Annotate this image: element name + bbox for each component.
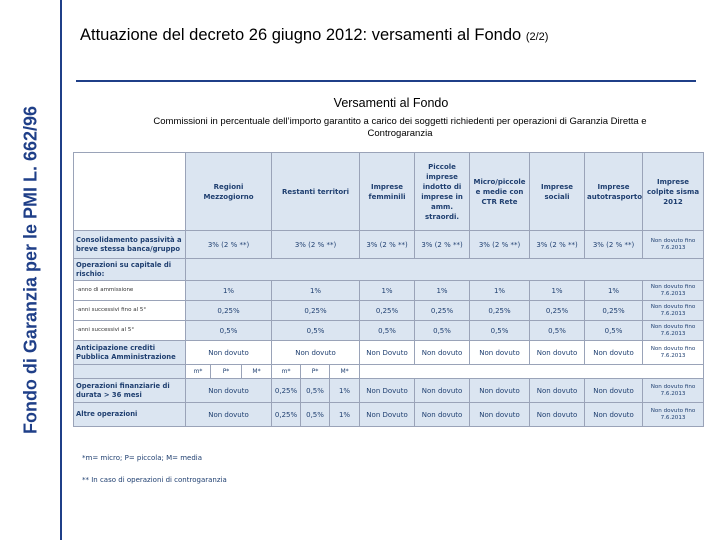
table-cell: 0,5% [186,321,272,341]
sidebar-title: Fondo di Garanzia per le PMI L. 662/96 [20,105,41,435]
table-cell: Non dovuto fino 7.6.2013 [643,341,704,365]
table-row [74,301,704,321]
table-cell: Non dovuto [585,403,643,427]
table-cell: 1% [272,281,360,301]
table-cell: 3% (2 % **) [415,231,470,259]
size-piccola: P* [301,365,330,379]
table-cell: 0,5% [530,321,585,341]
table-cell: 0,25% [470,301,530,321]
header-blank [74,153,186,231]
table-cell: Non Dovuto [360,403,415,427]
size-media: M* [242,365,272,379]
table-cell: Non dovuto [272,341,360,365]
row-label: Anticipazione crediti Pubblica Amministrazione [74,341,186,365]
table-row [74,259,704,281]
table-cell: 0,25% [272,301,360,321]
table-cell: 3% (2 % **) [530,231,585,259]
table-cell: 0,25% [272,379,301,403]
table-cell: Non dovuto [415,341,470,365]
table-cell: Non dovuto fino 7.6.2013 [643,321,704,341]
table-cell: 0,5% [360,321,415,341]
table-cell: 1% [330,379,360,403]
table-cell: 0,25% [585,301,643,321]
table-cell: 0,25% [530,301,585,321]
table-cell: 1% [470,281,530,301]
table-cell: Non dovuto [186,341,272,365]
size-micro: m* [186,365,211,379]
size-media: M* [330,365,360,379]
section-title: Versamenti al Fondo [333,96,449,110]
table-cell: Non dovuto [415,403,470,427]
table-cell: 0,25% [272,403,301,427]
page-title-text: Attuazione del decreto 26 giugno 2012: versamenti al Fondo [80,26,522,44]
table-row [74,379,704,403]
table-row [74,341,704,365]
row-label: Operazioni finanziarie di durata > 36 mesi [74,379,186,403]
row-label: Consolidamento passività a breve stessa banca/gruppo [74,231,186,259]
col-header: Piccole imprese indotto di imprese in amm. straordi. [415,153,470,231]
table-cell: Non dovuto [186,379,272,403]
table-cell: Non dovuto fino 7.6.2013 [643,301,704,321]
row-label: Altre operazioni [74,403,186,427]
size-piccola: P* [211,365,242,379]
footnote-sizes: *m= micro; P= piccola; M= media [82,454,203,462]
table-cell: 0,25% [360,301,415,321]
col-header: Imprese autotrasporto [585,153,643,231]
table-cell: Non dovuto fino 7.6.2013 [643,281,704,301]
sidebar [0,0,62,540]
table-cell: 0,25% [186,301,272,321]
table-cell: 3% (2 % **) [360,231,415,259]
table-cell: Non dovuto [470,403,530,427]
table-cell [360,365,704,379]
row-label [74,365,186,379]
table-cell: Non dovuto fino 7.6.2013 [643,403,704,427]
col-header: Regioni Mezzogiorno [186,153,272,231]
section-subtitle: Commissioni in percentuale dell’importo garantito a carico dei soggetti richiedenti per operazioni di Garanzia Diretta e Controgaranzia [153,116,647,139]
table-cell: 1% [530,281,585,301]
footnote-controgaranzia: ** In caso di operazioni di controgaranzia [82,476,227,484]
row-label: -anno di ammissione [74,281,186,301]
table-cell: Non dovuto [470,341,530,365]
col-header: Restanti territori [272,153,360,231]
table-cell: 1% [415,281,470,301]
row-label: Operazioni su capitale di rischio: [74,259,186,281]
table-cell: 0,5% [470,321,530,341]
table-cell: Non dovuto [470,379,530,403]
col-header: Imprese colpite sisma 2012 [643,153,704,231]
size-micro: m* [272,365,301,379]
table-cell: 3% (2 % **) [470,231,530,259]
table-cell: 0,5% [272,321,360,341]
table-cell: 0,5% [415,321,470,341]
table-header-row [74,153,704,231]
header-divider [76,80,696,82]
col-header: Imprese femminili [360,153,415,231]
table-cell: 0,5% [585,321,643,341]
table-cell: 3% (2 % **) [186,231,272,259]
table-row [74,281,704,301]
table-cell: 1% [585,281,643,301]
table-row [74,231,704,259]
sidebar-divider [60,0,62,540]
table-cell: Non dovuto [530,403,585,427]
table-cell: 3% (2 % **) [272,231,360,259]
table-cell: 1% [330,403,360,427]
table-cell: Non dovuto [530,379,585,403]
table-cell: Non dovuto fino 7.6.2013 [643,379,704,403]
table-row [74,403,704,427]
table-cell: 1% [360,281,415,301]
page-title-suffix: (2/2) [525,31,549,43]
table-cell: Non dovuto fino 7.6.2013 [643,231,704,259]
table-cell: Non Dovuto [360,379,415,403]
table-cell: Non dovuto [585,341,643,365]
table-cell: Non dovuto [415,379,470,403]
col-header: Micro/piccole e medie con CTR Rete [470,153,530,231]
table-cell: Non Dovuto [360,341,415,365]
page-title [80,26,548,45]
table-cell: 3% (2 % **) [585,231,643,259]
table-cell: 0,5% [301,403,330,427]
size-legend-row [74,365,704,379]
table-cell: Non dovuto [186,403,272,427]
table-cell: 1% [186,281,272,301]
table-cell [186,259,704,281]
table-row [74,321,704,341]
row-label: -anni successivi al 5° [74,321,186,341]
table-cell: Non dovuto [585,379,643,403]
table-cell: Non dovuto [530,341,585,365]
table-cell: 0,5% [301,379,330,403]
row-label: -anni successivi fino al 5° [74,301,186,321]
table-cell: 0,25% [415,301,470,321]
commission-table [73,152,704,427]
col-header: Imprese sociali [530,153,585,231]
